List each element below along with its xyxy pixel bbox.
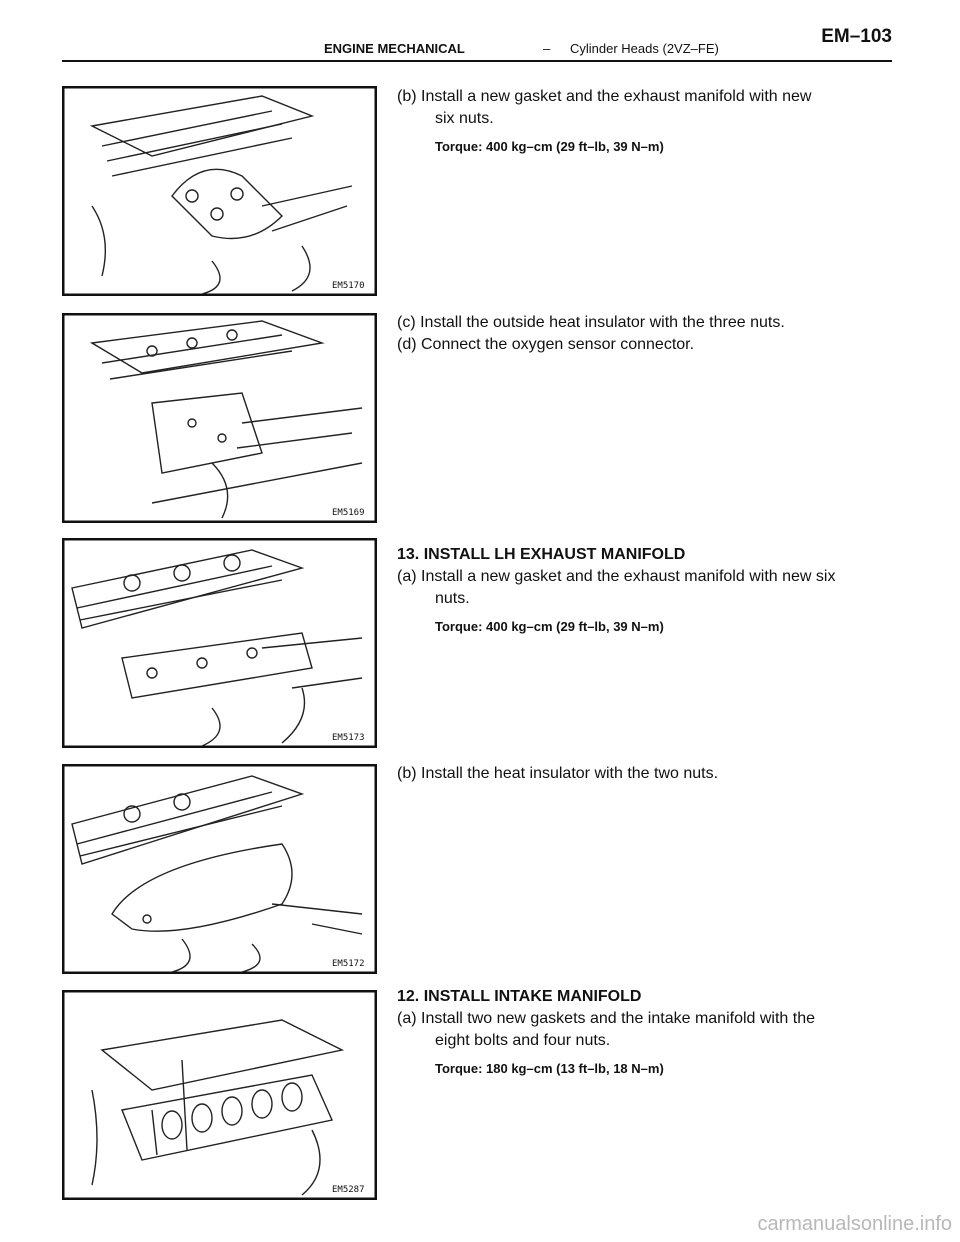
page-header (62, 22, 892, 62)
engine-illustration (62, 990, 377, 1200)
figure-exhaust-manifold-rh (62, 86, 377, 296)
instruction-line: (b) Install a new gasket and the exhaust manifold with new (397, 88, 812, 105)
figure-code: EM5173 (332, 733, 365, 743)
instruction-line: (c) Install the outside heat insulator with the three nuts. (397, 314, 785, 331)
instruction-line: (b) Install the heat insulator with the two nuts. (397, 765, 719, 782)
engine-illustration (62, 86, 377, 296)
torque-spec: Torque: 400 kg–cm (29 ft–lb, 39 N–m) (435, 139, 664, 154)
page-number: EM–103 (821, 26, 892, 47)
figure-code: EM5172 (332, 959, 365, 969)
step-c-d-insulator (397, 312, 887, 356)
instruction-line: (a) Install two new gaskets and the intake manifold with the (397, 1010, 815, 1027)
figure-heat-insulator-rh (62, 313, 377, 523)
engine-illustration (62, 538, 377, 748)
figure-code: EM5170 (332, 281, 365, 291)
step-heading: 13. INSTALL LH EXHAUST MANIFOLD (397, 546, 686, 563)
step-12-intake (397, 986, 887, 1080)
step-b-insulator-lh (397, 763, 887, 785)
step-heading: 12. INSTALL INTAKE MANIFOLD (397, 988, 642, 1005)
watermark: carmanualsonline.info (757, 1213, 952, 1235)
figure-code: EM5287 (332, 1185, 365, 1195)
step-b-exhaust-rh (397, 86, 887, 158)
engine-illustration (62, 764, 377, 974)
instruction-line: eight bolts and four nuts. (435, 1032, 611, 1049)
instruction-line: (d) Connect the oxygen sensor connector. (397, 336, 695, 353)
figure-heat-insulator-lh (62, 764, 377, 974)
instruction-line: six nuts. (435, 110, 494, 127)
figure-code: EM5169 (332, 508, 365, 518)
step-13-lh-exhaust (397, 544, 887, 638)
figure-exhaust-manifold-lh (62, 538, 377, 748)
torque-spec: Torque: 400 kg–cm (29 ft–lb, 39 N–m) (435, 619, 664, 634)
subsection-title: Cylinder Heads (2VZ–FE) (570, 41, 719, 56)
header-separator: – (543, 41, 551, 56)
instruction-line: (a) Install a new gasket and the exhaust manifold with new six (397, 568, 836, 585)
figure-intake-manifold (62, 990, 377, 1200)
section-title: ENGINE MECHANICAL (324, 41, 465, 56)
instruction-line: nuts. (435, 590, 470, 607)
engine-illustration (62, 313, 377, 523)
torque-spec: Torque: 180 kg–cm (13 ft–lb, 18 N–m) (435, 1061, 664, 1076)
header-rule (62, 60, 892, 62)
